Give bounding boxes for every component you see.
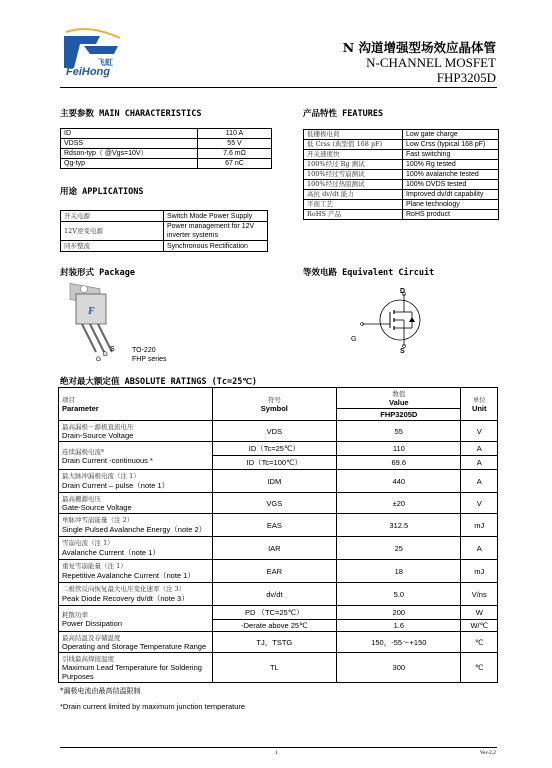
applications-heading: 用途 APPLICATIONS <box>60 187 144 197</box>
rating-value: 150，-55～+150 <box>337 632 461 653</box>
rating-param-cn: 最大脉冲漏极电流（注 1） <box>62 472 140 480</box>
rating-param <box>59 560 213 583</box>
col-unit-cn: 单位 <box>472 396 486 404</box>
main-char-param: Rdson-typ（ @Vgs=10V） <box>61 149 198 159</box>
svg-text:F: F <box>88 306 95 317</box>
rating-row <box>59 421 498 442</box>
rating-param <box>59 537 213 560</box>
rating-value: 312.5 <box>337 514 461 537</box>
rating-symbol: ID（Tc=25℃） <box>212 442 337 456</box>
features-table <box>303 129 499 220</box>
version: Ver-2.2 <box>479 750 496 756</box>
rating-symbol: PD （TC=25℃） <box>212 606 337 620</box>
rating-param-cn: 单脉冲雪崩能量（注 2） <box>62 516 134 524</box>
feature-en: RoHS product <box>403 210 499 220</box>
rating-param-cn: 二极管反向恢复最大电压变化速率（注 3） <box>62 585 186 593</box>
rating-param-en: Avalanche Current（note 1） <box>62 548 160 557</box>
applications-table <box>60 210 268 252</box>
pin-s-label: S <box>110 346 115 353</box>
rating-unit: V/ns <box>461 583 498 606</box>
col-symbol-en: Symbol <box>260 404 288 413</box>
rating-param-en: Single Pulsed Avalanche Energy（note 2） <box>62 525 207 534</box>
main-char-row <box>61 139 272 149</box>
rating-param-cn: 连续漏极电流* <box>62 447 105 456</box>
pin-d-label: D <box>103 351 108 358</box>
rating-row <box>59 442 498 456</box>
package-series: FHP series <box>132 356 167 363</box>
rating-unit: A <box>461 442 498 456</box>
rating-param-en: Power Dissipation <box>62 618 123 628</box>
rating-unit: A <box>461 537 498 560</box>
feature-row <box>304 190 499 200</box>
main-char-value: 55 V <box>198 139 272 149</box>
rating-param <box>59 493 213 514</box>
rating-unit: mJ <box>461 560 498 583</box>
rating-value: ±20 <box>337 493 461 514</box>
title-cn: N 沟道增强型场效应晶体管 <box>342 40 496 55</box>
feature-en: Low Crss (typical 168 pF) <box>403 140 499 150</box>
feature-row <box>304 210 499 220</box>
feature-row <box>304 180 499 190</box>
rating-unit: V <box>461 421 498 442</box>
page-number: 1 <box>275 750 278 756</box>
rating-symbol: VGS <box>212 493 337 514</box>
application-row <box>61 211 268 222</box>
circuit-g-label: G <box>351 336 357 343</box>
rating-symbol: TJ，TSTG <box>212 632 337 653</box>
feature-row <box>304 140 499 150</box>
rating-value: 200 <box>337 606 461 620</box>
rating-unit: ℃ <box>461 632 498 653</box>
col-param-cn: 项目 <box>62 396 75 404</box>
title-en: N-CHANNEL MOSFET <box>366 55 496 70</box>
col-symbol-cn: 符号 <box>267 396 281 404</box>
rating-row <box>59 632 498 653</box>
rating-param-en: Gate-Source Voltage <box>62 503 132 512</box>
circuit-d-label: D <box>400 288 406 295</box>
main-char-value: 110 A <box>198 129 272 139</box>
rating-param-en: Drain Current – pulse（note 1） <box>62 481 170 490</box>
feature-row <box>304 150 499 160</box>
absolute-ratings-table <box>58 387 498 683</box>
rating-symbol: ID（Tc=100℃） <box>212 456 337 470</box>
footer-rule <box>60 747 497 748</box>
circuit-s-label: S <box>400 348 405 355</box>
rating-row <box>59 606 498 620</box>
rating-symbol: EAR <box>212 560 337 583</box>
feature-cn: 开关速度快 <box>304 150 403 160</box>
main-char-param: ID <box>61 129 198 139</box>
pin-g-label: G <box>96 356 102 363</box>
rating-value: 5.0 <box>337 583 461 606</box>
rating-symbol: EAS <box>212 514 337 537</box>
rating-param-cn: 最高漏极－源极直流电压 <box>62 423 134 431</box>
rating-row <box>59 560 498 583</box>
feature-cn: 低栅极电荷 <box>304 130 403 140</box>
feature-cn: 平面工艺 <box>304 200 403 210</box>
rating-param <box>59 653 213 683</box>
rating-value: 440 <box>337 470 461 493</box>
logo-cn-text: 飞虹 <box>97 58 113 67</box>
feature-en: 100% Rg tested <box>403 160 499 170</box>
rating-row <box>59 514 498 537</box>
absolute-ratings-heading: 绝对最大额定值 ABSOLUTE RATINGS (Tc=25℃) <box>60 377 257 387</box>
rating-param <box>59 583 213 606</box>
rating-param-en: Maximum Lead Temperature for Soldering Purposes <box>62 663 202 681</box>
rating-symbol: -Derate above 25℃ <box>212 620 337 632</box>
col-unit-en: Unit <box>471 404 487 413</box>
package-heading: 封装形式 Package <box>60 268 135 278</box>
application-cn: 同步整流 <box>61 241 164 252</box>
rating-value: 300 <box>337 653 461 683</box>
application-en: Synchronous Rectification <box>164 241 268 252</box>
feature-cn: 100%经过热阻测试 <box>304 180 403 190</box>
rating-unit: ℃ <box>461 653 498 683</box>
col-value-en: Value <box>389 398 409 407</box>
features-heading: 产品特性 FEATURES <box>303 109 384 119</box>
rating-unit: A <box>461 470 498 493</box>
rating-unit: V <box>461 493 498 514</box>
rating-param-cn: 最高栅源电压 <box>62 495 101 503</box>
rating-symbol: VDS <box>212 421 337 442</box>
header-rule <box>60 87 497 88</box>
rating-param-cn: 雪崩电流（注 1） <box>62 539 114 547</box>
to220-package-drawing <box>62 280 142 366</box>
rating-param <box>59 514 213 537</box>
rating-row <box>59 470 498 493</box>
application-cn: 开关电源 <box>61 211 164 222</box>
feature-en: Low gate charge <box>403 130 499 140</box>
feature-en: Improved dv/dt capability <box>403 190 499 200</box>
feature-cn: 高抗 dv/dt 能力 <box>304 190 403 200</box>
feature-row <box>304 200 499 210</box>
application-en: Switch Mode Power Supply <box>164 211 268 222</box>
rating-symbol: IAR <box>212 537 337 560</box>
rating-value: 110 <box>337 442 461 456</box>
feature-en: Fast switching <box>403 150 499 160</box>
col-param-en: Parameter <box>62 404 99 413</box>
part-number: FHP3205D <box>436 70 496 85</box>
rating-param <box>59 606 213 632</box>
rating-value: 55 <box>337 421 461 442</box>
application-cn: 12V逆变电源 <box>61 222 164 241</box>
logo-en-text: FeiHong <box>66 66 110 78</box>
rating-symbol: TL <box>212 653 337 683</box>
rating-param-en: Repetitive Avalanche Current（note 1） <box>62 571 195 580</box>
main-characteristics-heading: 主要参数 MAIN CHARACTERISTICS <box>60 109 202 119</box>
rating-value: 25 <box>337 537 461 560</box>
main-char-param: VDSS <box>61 139 198 149</box>
rating-value: 1.6 <box>337 620 461 632</box>
rating-param-en: Peak Diode Recovery dv/dt（note 3） <box>62 594 189 603</box>
rating-value: 69.6 <box>337 456 461 470</box>
rating-param-en: Drain-Source Voltage <box>62 431 134 440</box>
rating-param <box>59 470 213 493</box>
rating-value: 18 <box>337 560 461 583</box>
rating-row <box>59 537 498 560</box>
rating-param-en: Drain Current -continuous * <box>62 455 153 465</box>
main-char-row <box>61 149 272 159</box>
feature-en: 100% DVDS tested <box>403 180 499 190</box>
application-row <box>61 222 268 241</box>
feature-row <box>304 130 499 140</box>
rating-unit: A <box>461 456 498 470</box>
feature-cn: 100%经过 Rg 测试 <box>304 160 403 170</box>
note-en: *Drain current limited by maximum junction temperature <box>60 702 246 711</box>
application-en: Power management for 12V inverter systems <box>164 222 268 241</box>
main-char-param: Qg-typ <box>61 159 198 169</box>
rating-param-cn: 最高结温及存储温度 <box>62 634 121 642</box>
main-char-row <box>61 129 272 139</box>
main-char-row <box>61 159 272 169</box>
rating-row <box>59 583 498 606</box>
rating-row <box>59 653 498 683</box>
main-characteristics-table <box>60 128 272 169</box>
rating-row <box>59 493 498 514</box>
feature-cn: RoHS 产品 <box>304 210 403 220</box>
feature-en: Plane technology <box>403 200 499 210</box>
feature-en: 100% avalanche tested <box>403 170 499 180</box>
application-row <box>61 241 268 252</box>
feature-cn: 低 Crss (典型值 168 pF) <box>304 140 403 150</box>
rating-param-en: Operating and Storage Temperature Range <box>62 642 207 651</box>
col-value-pn: FHP3205D <box>337 409 461 421</box>
rating-param-cn: 引线最高焊接温度 <box>62 655 114 663</box>
package-name: TO-220 <box>132 347 156 354</box>
mosfet-symbol <box>360 290 430 350</box>
rating-unit: mJ <box>461 514 498 537</box>
rating-param-cn: 重复雪崩能量（注 1） <box>62 562 127 570</box>
rating-param-cn: 耗散功率 <box>62 610 88 619</box>
feature-row <box>304 160 499 170</box>
circuit-heading: 等效电路 Equivalent Circuit <box>303 268 435 278</box>
rating-symbol: dv/dt <box>212 583 337 606</box>
rating-param <box>59 632 213 653</box>
main-char-value: 67 nC <box>198 159 272 169</box>
feature-cn: 100%经过雪崩测试 <box>304 170 403 180</box>
rating-param <box>59 442 213 470</box>
feature-row <box>304 170 499 180</box>
note-cn: *漏极电流由最高结温限制 <box>60 687 141 695</box>
col-value-cn: 数值 <box>392 390 406 398</box>
main-char-value: 7.6 mΩ <box>198 149 272 159</box>
rating-symbol: IDM <box>212 470 337 493</box>
rating-unit: W <box>461 606 498 620</box>
rating-param <box>59 421 213 442</box>
rating-unit: W/℃ <box>461 620 498 632</box>
